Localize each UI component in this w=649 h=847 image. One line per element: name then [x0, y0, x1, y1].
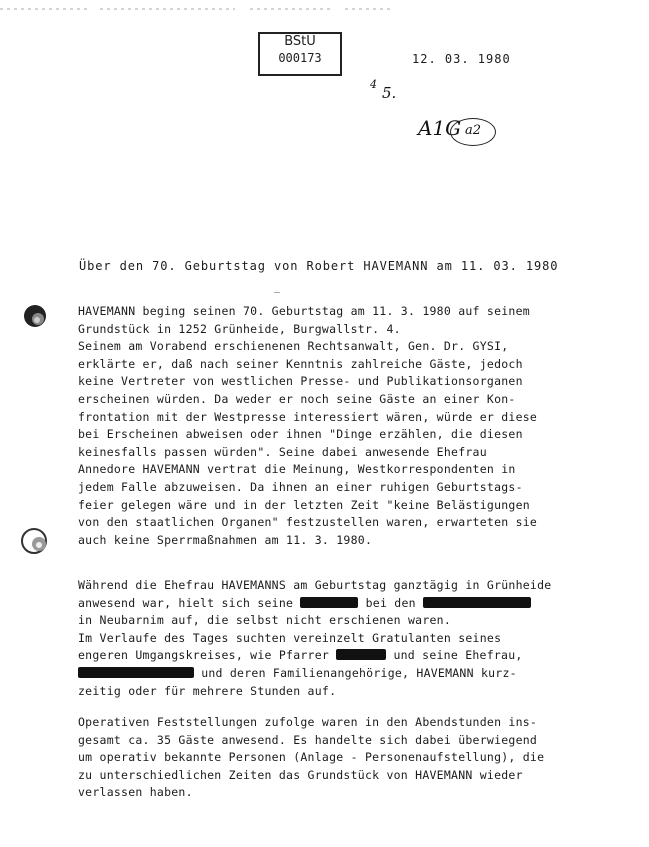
- line-fragment: und deren Familienangehörige, HAVEMANN kurz-: [201, 665, 517, 680]
- handwritten-page-mark: 5.: [382, 84, 397, 102]
- paragraph-line: gesamt ca. 35 Gäste anwesend. Es handelte sich dabei überwiegend: [78, 732, 538, 747]
- paragraph-line: Im Verlaufe des Tages suchten vereinzelt Gratulanten seines: [78, 630, 502, 645]
- paragraph-line: Während die Ehefrau HAVEMANNS am Geburtstag ganztägig in Grünheide: [78, 578, 552, 592]
- paragraph-line: Seinem am Vorabend erschienenen Rechtsanwalt, Gen. Dr. GYSI,: [78, 339, 509, 354]
- handwritten-annotation: A1G: [418, 116, 462, 140]
- paragraph-line: verlassen haben.: [78, 785, 193, 800]
- handwritten-small-mark: 4: [370, 78, 377, 91]
- stamp-number: 000173: [278, 51, 322, 65]
- punch-hole-bottom-icon: [20, 527, 48, 555]
- line-fragment: und seine Ehefrau,: [393, 648, 523, 663]
- paragraph-line: um operativ bekannte Personen (Anlage - Personenaufstellung), die: [78, 750, 545, 765]
- paragraph-line: jedem Falle abzuweisen. Da ihnen an einer ruhigen Geburtstags-: [78, 479, 523, 494]
- paragraph-line: auch keine Sperrmaßnahmen am 11. 3. 1980.: [78, 532, 373, 547]
- handwritten-circled-text: a2: [464, 123, 482, 138]
- paragraph-line: [78, 665, 551, 683]
- paragraph-visitors: [78, 577, 551, 700]
- paragraph-line: bei Erscheinen abweisen oder ihnen "Dinge erzählen, die diesen: [78, 427, 523, 442]
- line-fragment: engeren Umgangskreises, wie Pfarrer: [78, 648, 330, 663]
- paragraph-line: erscheinen würden. Da weder er noch seine Gäste an einer Kon-: [78, 391, 516, 406]
- paragraph-line: von den staatlichen Organen" festzustellen waren, erwarteten sie: [78, 515, 538, 530]
- redaction-bar: [423, 597, 531, 608]
- redaction-bar: [336, 649, 386, 660]
- paragraph-line: in Neubarnim auf, die selbst nicht erschienen waren.: [78, 613, 452, 628]
- paragraph-line: frontation mit der Westpresse interessiert wären, würde er diese: [78, 409, 538, 424]
- scan-noise-strip: [0, 4, 649, 14]
- paragraph-line: keinesfalls passen würden". Seine dabei anwesende Ehefrau: [78, 444, 487, 459]
- redaction-bar: [78, 667, 194, 678]
- redaction-bar: [300, 597, 358, 608]
- line-fragment: bei den: [365, 595, 416, 610]
- paragraph-line: keine Vertreter von westlichen Presse- und Publikationsorganen: [78, 374, 523, 389]
- paragraph-line: zeitig oder für mehrere Stunden auf.: [78, 683, 337, 698]
- paragraph-guests: [78, 714, 544, 802]
- paragraph-line: HAVEMANN beging seinen 70. Geburtstag am 11. 3. 1980 auf seinem: [78, 304, 530, 318]
- paragraph-line: [78, 647, 551, 665]
- paragraph-line: feier gelegen wäre und in der letzten Zeit "keine Belästigungen: [78, 497, 530, 512]
- stray-mark: ‾: [274, 292, 281, 303]
- paragraph-line: Grundstück in 1252 Grünheide, Burgwallstr. 4.: [78, 321, 401, 336]
- paragraph-birthday-overview: [78, 303, 537, 549]
- archive-stamp: [258, 32, 342, 76]
- paragraph-line: [78, 595, 551, 613]
- paragraph-line: Annedore HAVEMANN vertrat die Meinung, Westkorrespondenten in: [78, 462, 516, 477]
- stamp-archive-name: BStU: [284, 34, 316, 49]
- line-fragment: anwesend war, hielt sich seine: [78, 595, 294, 610]
- document-subject: Über den 70. Geburtstag von Robert HAVEMANN am 11. 03. 1980: [79, 259, 559, 273]
- paragraph-line: Operativen Feststellungen zufolge waren in den Abendstunden ins-: [78, 715, 538, 729]
- paragraph-line: erklärte er, daß nach seiner Kenntnis zahlreiche Gäste, jedoch: [78, 356, 523, 371]
- punch-hole-top-icon: [22, 303, 48, 329]
- paragraph-line: zu unterschiedlichen Zeiten das Grundstück von HAVEMANN wieder: [78, 767, 523, 782]
- handwritten-circle: [450, 118, 496, 146]
- document-date: 12. 03. 1980: [412, 52, 511, 66]
